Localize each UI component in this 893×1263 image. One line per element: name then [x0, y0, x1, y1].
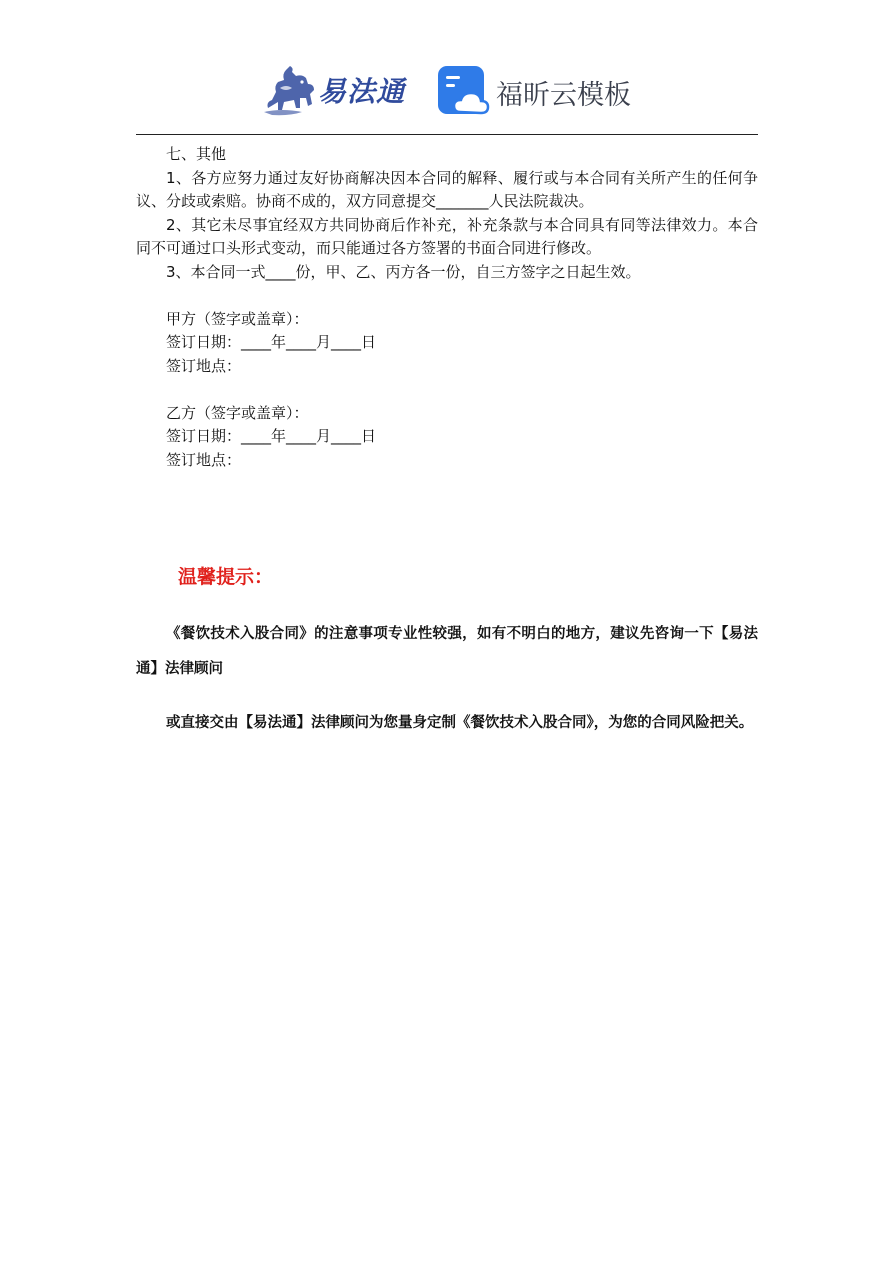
qilin-icon	[262, 62, 318, 116]
foxit-cloud-template-logo	[436, 64, 646, 118]
document-cloud-icon	[436, 64, 490, 118]
clause-2: 2、其它未尽事宜经双方共同协商后作补充，补充条款与本合同具有同等法律效力。本合同不可通过口头形式变动，而只能通过各方签署的书面合同进行修改。	[136, 215, 758, 257]
tip-paragraph-1: 《餐饮技术入股合同》的注意事项专业性较强，如有不明白的地方，建议先咨询一下【易法通】法律顾问	[136, 625, 758, 677]
section-heading: 七、其他	[166, 145, 227, 163]
spacer	[136, 284, 758, 308]
party-b-place: 签订地点：	[166, 450, 242, 469]
tip-title: 温馨提示：	[178, 566, 274, 588]
contract-body	[136, 143, 758, 472]
yifatong-logo	[262, 60, 422, 122]
clause-3: 3、本合同一式____份，甲、乙、丙方各一份，自三方签字之日起生效。	[166, 262, 641, 281]
header-divider	[136, 134, 758, 135]
yifatong-logo-text: 易法通	[318, 75, 406, 108]
party-b-label: 乙方（签字或盖章）：	[166, 403, 309, 422]
party-b-date: 签订日期：____年____月____日	[166, 427, 377, 445]
spacer	[136, 378, 758, 402]
page-header	[262, 60, 642, 122]
tip-paragraph-2: 或直接交由【易法通】法律顾问为您量身定制《餐饮技术入股合同》，为您的合同风险把关。	[166, 714, 754, 731]
clause-1: 1、各方应努力通过友好协商解决因本合同的解释、履行或与本合同有关所产生的任何争议、分歧或索赔。协商不成的，双方同意提交_______人民法院裁决。	[136, 168, 758, 210]
foxit-cloud-template-text: 福昕云模板	[496, 80, 631, 111]
party-a-date: 签订日期：____年____月____日	[166, 333, 377, 351]
party-a-place: 签订地点：	[166, 356, 242, 375]
party-a-label: 甲方（签字或盖章）：	[166, 309, 309, 328]
